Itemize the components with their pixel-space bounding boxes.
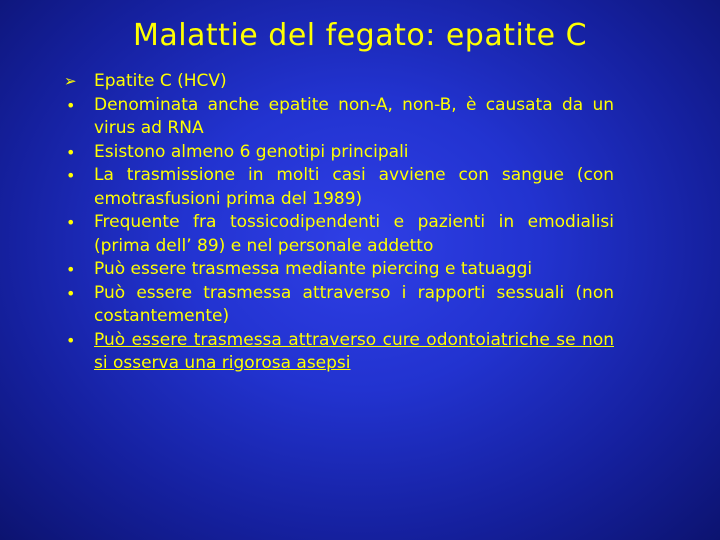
list-item-text: Frequente fra tossicodipendenti e pazienti in emodialisi (prima dell’ 89) e nel personale addetto	[94, 212, 614, 256]
bullet-list	[64, 70, 614, 376]
list-item-text: Può essere trasmessa attraverso i rapporti sessuali (non costantemente)	[94, 282, 614, 326]
list-item	[64, 141, 614, 165]
list-item	[64, 94, 614, 141]
heading-bullet	[64, 70, 614, 94]
list-item	[64, 282, 614, 329]
bullet-dot-icon: •	[66, 330, 76, 350]
list-item-text: Denominata anche epatite non-A, non-B, è causata da un virus ad RNA	[94, 94, 614, 138]
list-item	[64, 164, 614, 211]
list-item-text: Può essere trasmessa mediante piercing e tatuaggi	[94, 259, 533, 279]
list-item	[64, 329, 614, 376]
bullet-dot-icon: •	[66, 142, 76, 162]
slide-title: Malattie del fegato: epatite C	[132, 18, 588, 53]
bullet-dot-icon: •	[66, 260, 76, 279]
list-item-text: Esistono almeno 6 genotipi principali	[94, 141, 409, 162]
list-item-text: La trasmissione in molti casi avviene con sangue (con emotrasfusioni prima del 1989)	[94, 165, 614, 209]
bullet-dot-icon: •	[66, 283, 76, 303]
bullet-dot-icon: •	[66, 213, 76, 232]
list-item	[64, 211, 614, 258]
list-item-text-underlined: Può essere trasmessa attraverso cure odontoiatriche se non si osserva una rigorosa asepsi	[94, 329, 614, 373]
arrow-bullet-icon: ➢	[64, 72, 77, 90]
bullet-dot-icon: •	[66, 95, 76, 115]
heading-text: Epatite C (HCV)	[94, 71, 227, 91]
list-item	[64, 258, 614, 282]
bullet-dot-icon: •	[66, 166, 76, 185]
